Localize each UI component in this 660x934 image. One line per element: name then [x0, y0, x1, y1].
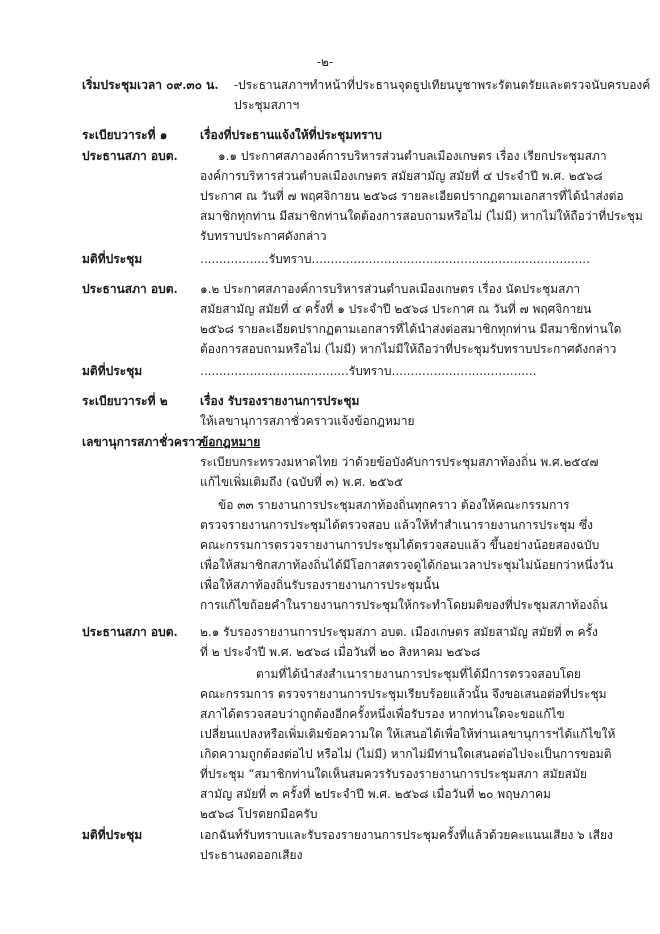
page-number: -๒-: [317, 55, 334, 69]
resolution-text: .......................................รับทราบ......................................: [200, 364, 537, 378]
speaker-chair: ประธานสภา อบต.: [82, 282, 178, 296]
resolution-label: มติที่ประชุม: [82, 364, 143, 378]
agenda-2-subtitle: ให้เลขานุการสภาชั่วคราวแจ้งข้อกฎหมาย: [200, 414, 415, 428]
agenda-1-2-line: ๑.๒ ประกาศสภาองค์การบริหารส่วนตำบลเมืองเกษตร เรื่อง นัดประชุมสภา: [200, 282, 581, 296]
agenda-2-1-line: เกิดความถูกต้องต่อไป หรือไม่ (ไม่มี) หากไม่มีท่านใดเสนอต่อไปจะเป็นการขอมติ: [200, 747, 612, 761]
agenda-2-1-line: ที่ประชุม “สมาชิกท่านใดเห็นสมควรรับรองรายงานการประชุมสภา สมัยสมัย: [200, 767, 587, 781]
agenda-2-label: ระเบียบวาระที่ ๒: [82, 394, 168, 408]
law-line: การแก้ไขถ้อยคำในรายงานการประชุมให้กระทำโดยมติของที่ประชุมสภาท้องถิ่น: [200, 598, 608, 612]
law-line: แก้ไขเพิ่มเติมถึง (ฉบับที่ ๓) พ.ศ. ๒๕๖๕: [200, 475, 404, 489]
agenda-2-title: เรื่อง รับรองรายงานการประชุม: [200, 394, 360, 408]
agenda-1-1-line: องค์การบริหารส่วนตำบลเมืองเกษตร สมัยสามัญ สมัยที่ ๔ ประจำปี พ.ศ. ๒๕๖๘: [200, 169, 603, 183]
agenda-2-1-line: เปลี่ยนแปลงหรือเพิ่มเติมข้อความใด ให้เสนอได้เพื่อให้ท่านเลขานุการฯได้แก้ไขให้: [200, 727, 616, 741]
agenda-2-1-line: ๒.๑ รับรองรายงานการประชุมสภา อบต. เมืองเกษตร สมัยสามัญ สมัยที่ ๓ ครั้ง: [200, 625, 598, 639]
speaker-secretary: เลขานุการสภาชั่วคราว: [82, 435, 202, 449]
agenda-1-title: เรื่องที่ประธานแจ้งให้ที่ประชุมทราบ: [200, 128, 382, 142]
opening-line-2: ประชุมสภาฯ: [234, 98, 300, 112]
resolution-line: ประธานงดออกเสียง: [200, 848, 303, 862]
law-line: ระเบียบกระทรวงมหาดไทย ว่าด้วยข้อบังคับการประชุมสภาท้องถิ่น พ.ศ.๒๕๔๗: [200, 455, 599, 469]
agenda-2-1-line: สภาได้ตรวจสอบว่าถูกต้องอีกครั้งหนึ่งเพื่อรับรอง หากท่านใดจะขอแก้ไข: [200, 707, 565, 721]
law-line: คณะกรรมการตรวจรายงานการประชุมได้ตรวจสอบแล้ว ขึ้นอย่างน้อยสองฉบับ: [200, 538, 600, 552]
agenda-1-1-line: รับทราบประกาศดังกล่าว: [200, 229, 327, 243]
agenda-1-1-line: ประกาศ ณ วันที่ ๗ พฤศจิกายน ๒๕๖๘ รายละเอียดปรากฏตามเอกสารที่ได้นำส่งต่อ: [200, 189, 624, 203]
agenda-2-1-line: ที่ ๒ ประจำปี พ.ศ. ๒๕๖๘ เมื่อวันที่ ๒๐ สิงหาคม ๒๕๖๘: [200, 645, 481, 659]
law-line: เพื่อให้สภาท้องถิ่นรับรองรายงานการประชุมนั้น: [200, 578, 440, 592]
opening-line-1: -ประธานสภาฯทำหน้าที่ประธานจุดธูปเทียนบูชาพระรัตนตรัยและตรวจนับครบองค์: [234, 78, 651, 92]
agenda-1-2-line: ๒๕๖๘ รายละเอียดปรากฏตามเอกสารที่ได้นำส่งต่อสมาชิกทุกท่าน มีสมาชิกท่านใด: [200, 322, 622, 336]
opening-label: เริ่มประชุมเวลา ๐๙.๓๐ น.: [82, 78, 219, 92]
agenda-1-label: ระเบียบวาระที่ ๑: [82, 128, 168, 142]
agenda-1-2-line: สมัยสามัญ สมัยที่ ๔ ครั้งที่ ๑ ประจำปี ๒๕๖๘ ประกาศ ณ วันที่ ๗ พฤศจิกายน: [200, 302, 592, 316]
agenda-1-1-line: สมาชิกทุกท่าน มีสมาชิกท่านใดต้องการสอบถามหรือไม่ (ไม่มี) หากไม่ให้ถือว่าที่ประชุม: [200, 209, 643, 223]
law-heading: ข้อกฎหมาย: [200, 435, 261, 449]
speaker-chair: ประธานสภา อบต.: [82, 149, 178, 163]
resolution-line: เอกฉันท์รับทราบและรับรองรายงานการประชุมครั้งที่แล้วด้วยคะแนนเสียง ๖ เสียง: [200, 828, 613, 842]
speaker-chair: ประธานสภา อบต.: [82, 625, 178, 639]
law-line: ตรวจรายงานการประชุมได้ตรวจสอบ แล้วให้ทำสำเนารายงานการประชุม ซึ่ง: [200, 518, 594, 532]
resolution-label: มติที่ประชุม: [82, 828, 143, 842]
agenda-2-1-line: ตามที่ได้นำส่งสำเนารายงานการประชุมที่ได้มีการตรวจสอบโดย: [256, 667, 581, 681]
resolution-label: มติที่ประชุม: [82, 252, 143, 266]
law-line: ข้อ ๓๓ รายงานการประชุมสภาท้องถิ่นทุกคราว ต้องให้คณะกรรมการ: [218, 498, 570, 512]
law-line: เพื่อให้สมาชิกสภาท้องถิ่นได้มีโอกาสตรวจดูได้ก่อนเวลาประชุมไม่น้อยกว่าหนึ่งวัน: [200, 558, 614, 572]
agenda-2-1-line: คณะกรรมการ ตรวจรายงานการประชุมเรียบร้อยแล้วนั้น จึงขอเสนอต่อที่ประชุม: [200, 687, 607, 701]
agenda-2-1-line: สามัญ สมัยที่ ๓ ครั้งที่ ๒ประจำปี พ.ศ. ๒๕๖๘ เมื่อวันที่ ๒๐ พฤษภาคม: [200, 787, 551, 801]
agenda-1-2-line: ต้องการสอบถามหรือไม่ (ไม่มี) หากไม่มีให้ถือว่าที่ประชุมรับทราบประกาศดังกล่าว: [200, 342, 617, 356]
resolution-text: ..................รับทราบ.........................................................................: [200, 252, 590, 266]
agenda-1-1-line: ๑.๑ ประกาศสภาองค์การบริหารส่วนตำบลเมืองเกษตร เรื่อง เรียกประชุมสภา: [218, 149, 607, 163]
agenda-2-1-line: ๒๕๖๘ โปรดยกมือครับ: [200, 807, 318, 821]
